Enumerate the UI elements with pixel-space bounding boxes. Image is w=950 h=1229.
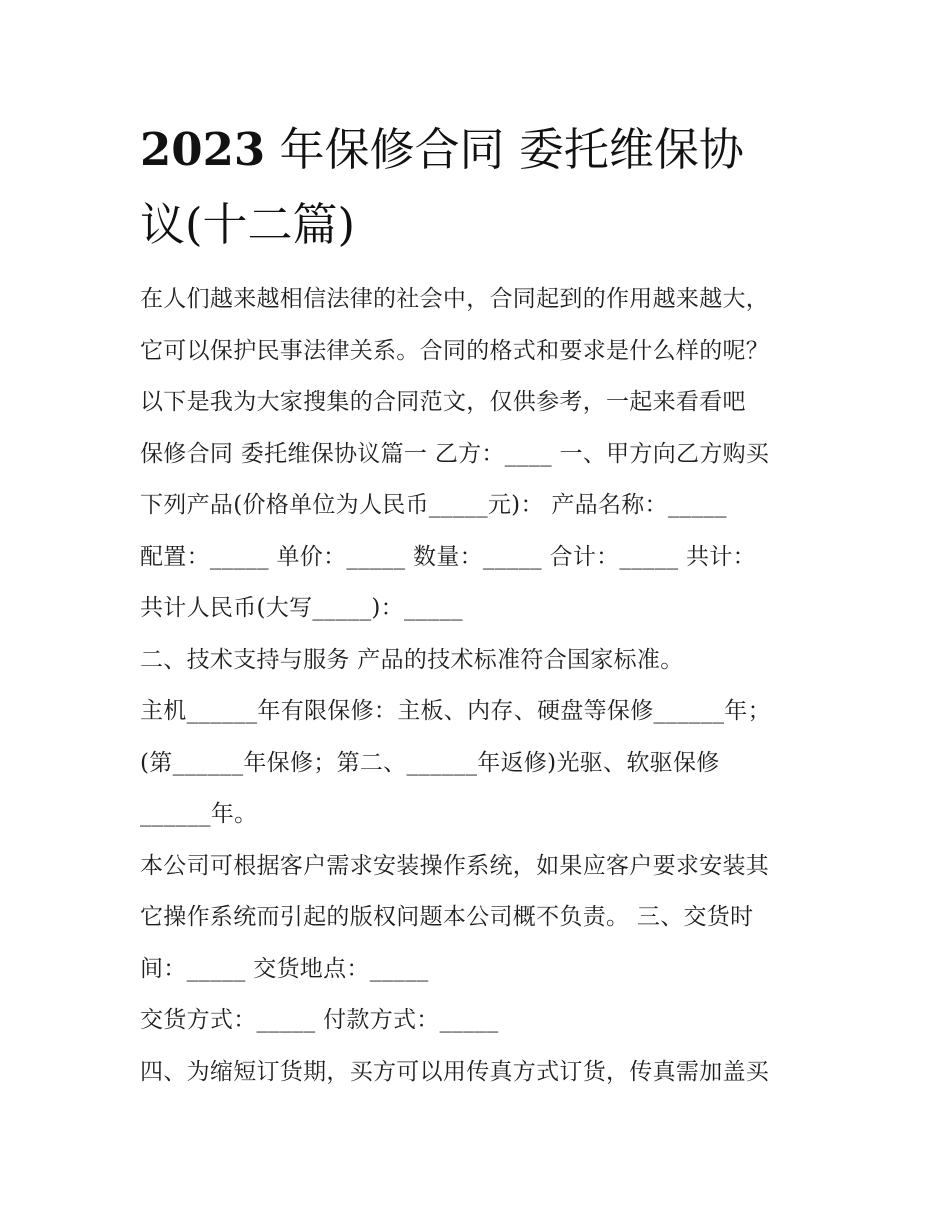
document-body: [140, 274, 830, 1098]
body-line: 它可以保护民事法律关系。合同的格式和要求是什么样的呢？: [140, 337, 770, 364]
body-line: 配置：_____ 单价：_____ 数量：_____ 合计：_____ 共计：: [140, 543, 756, 570]
body-line: 交货方式：_____ 付款方式：_____: [140, 1007, 499, 1033]
body-line: 本公司可根据客户需求安装操作系统，如果应客户要求安装其: [140, 852, 770, 879]
body-line: 在人们越来越相信法律的社会中，合同起到的作用越来越大，: [140, 286, 770, 312]
body-line: ______年。: [140, 801, 258, 827]
body-line: 下列产品(价格单位为人民币_____元)： 产品名称：_____: [140, 492, 727, 518]
body-line: 主机______年有限保修：主板、内存、硬盘等保修______年；: [140, 698, 771, 724]
body-line: 间：_____ 交货地点：_____: [140, 955, 429, 982]
document-title: [140, 112, 820, 262]
title-line2: 议(十二篇): [140, 198, 356, 251]
title-year: 2023: [140, 123, 266, 176]
title-line1-rest: 年保修合同 委托维保协: [265, 123, 744, 176]
body-line: (第______年保修；第二、______年返修)光驱、软驱保修: [140, 749, 720, 776]
body-line: 保修合同 委托维保协议篇一 乙方：____ 一、甲方向乙方购买: [140, 440, 770, 467]
body-line: 以下是我为大家搜集的合同范文，仅供参考，一起来看看吧: [140, 389, 746, 415]
body-line: 四、为缩短订货期，买方可以用传真方式订货，传真需加盖买: [140, 1058, 770, 1085]
body-line: 共计人民币(大写_____)：_____: [140, 595, 463, 621]
body-line: 它操作系统而引起的版权问题本公司概不负责。 三、交货时: [140, 904, 754, 930]
body-line: 二、技术支持与服务 产品的技术标准符合国家标准。: [140, 646, 684, 673]
